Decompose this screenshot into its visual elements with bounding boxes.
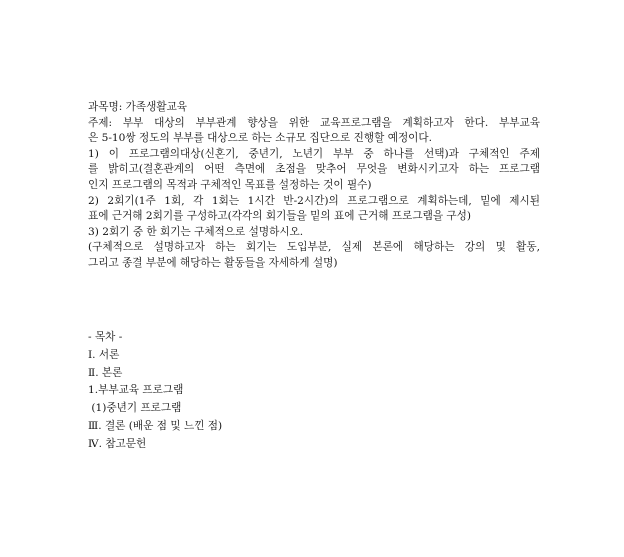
toc-item-references: Ⅳ. 참고문헌: [88, 437, 147, 450]
toc-header: - 목차 -: [88, 331, 123, 343]
toc-item-middle-age-program: (1)중년기 프로그램: [88, 402, 182, 415]
requirement-1-line-1: 1) 이 프로그램의대상(신혼기, 중년기, 노년기 부부 중 하나를 선택)과 구체적인 주제: [88, 147, 540, 160]
requirement-1-line-3: 인지 프로그램의 목적과 구체적인 목표를 설정하는 것이 필수): [88, 178, 372, 191]
requirement-1-line-2: 를 밝히고(결혼관계의 어떤 측면에 초점을 맞추어 무엇을 변화시키고자 하는 프로그램: [88, 163, 540, 176]
assignment-text: [88, 100, 540, 272]
table-of-contents: [88, 329, 540, 454]
topic-line-2: 은 5-10쌍 정도의 부부를 대상으로 하는 소규모 집단으로 진행할 예정이다.: [88, 132, 433, 145]
subject-line: 과목명: 가족생활교육: [88, 101, 188, 113]
explanation-line-1: (구체적으로 설명하고자 하는 회기는 도입부분, 실제 본론에 해당하는 강의 및 활동,: [88, 241, 540, 254]
toc-item-introduction: Ⅰ. 서론: [88, 348, 120, 361]
toc-item-conclusion: Ⅲ. 결론 (배운 점 및 느낀 점): [88, 419, 223, 432]
toc-item-program: 1.부부교육 프로그램: [88, 384, 184, 397]
topic-line-1: 주제: 부부 대상의 부부관계 향상을 위한 교육프로그램을 계획하고자 한다. 부부교육: [88, 116, 540, 129]
requirement-2-line-1: 2) 2회기(1주 1회, 각 1회는 1시간 반-2시간)의 프로그램으로 계획하는데, 밑에 제시된: [88, 194, 540, 207]
requirement-3-line: 3) 2회기 중 한 회기는 구체적으로 설명하시오.: [88, 225, 304, 238]
toc-item-body: Ⅱ. 본론: [88, 366, 123, 379]
explanation-line-2: 그리고 종결 부분에 해당하는 활동들을 자세하게 설명): [88, 256, 338, 269]
requirement-2-line-2: 표에 근거해 2회기를 구성하고(각각의 회기들을 밑의 표에 근거해 프로그램을 구성): [88, 210, 472, 223]
